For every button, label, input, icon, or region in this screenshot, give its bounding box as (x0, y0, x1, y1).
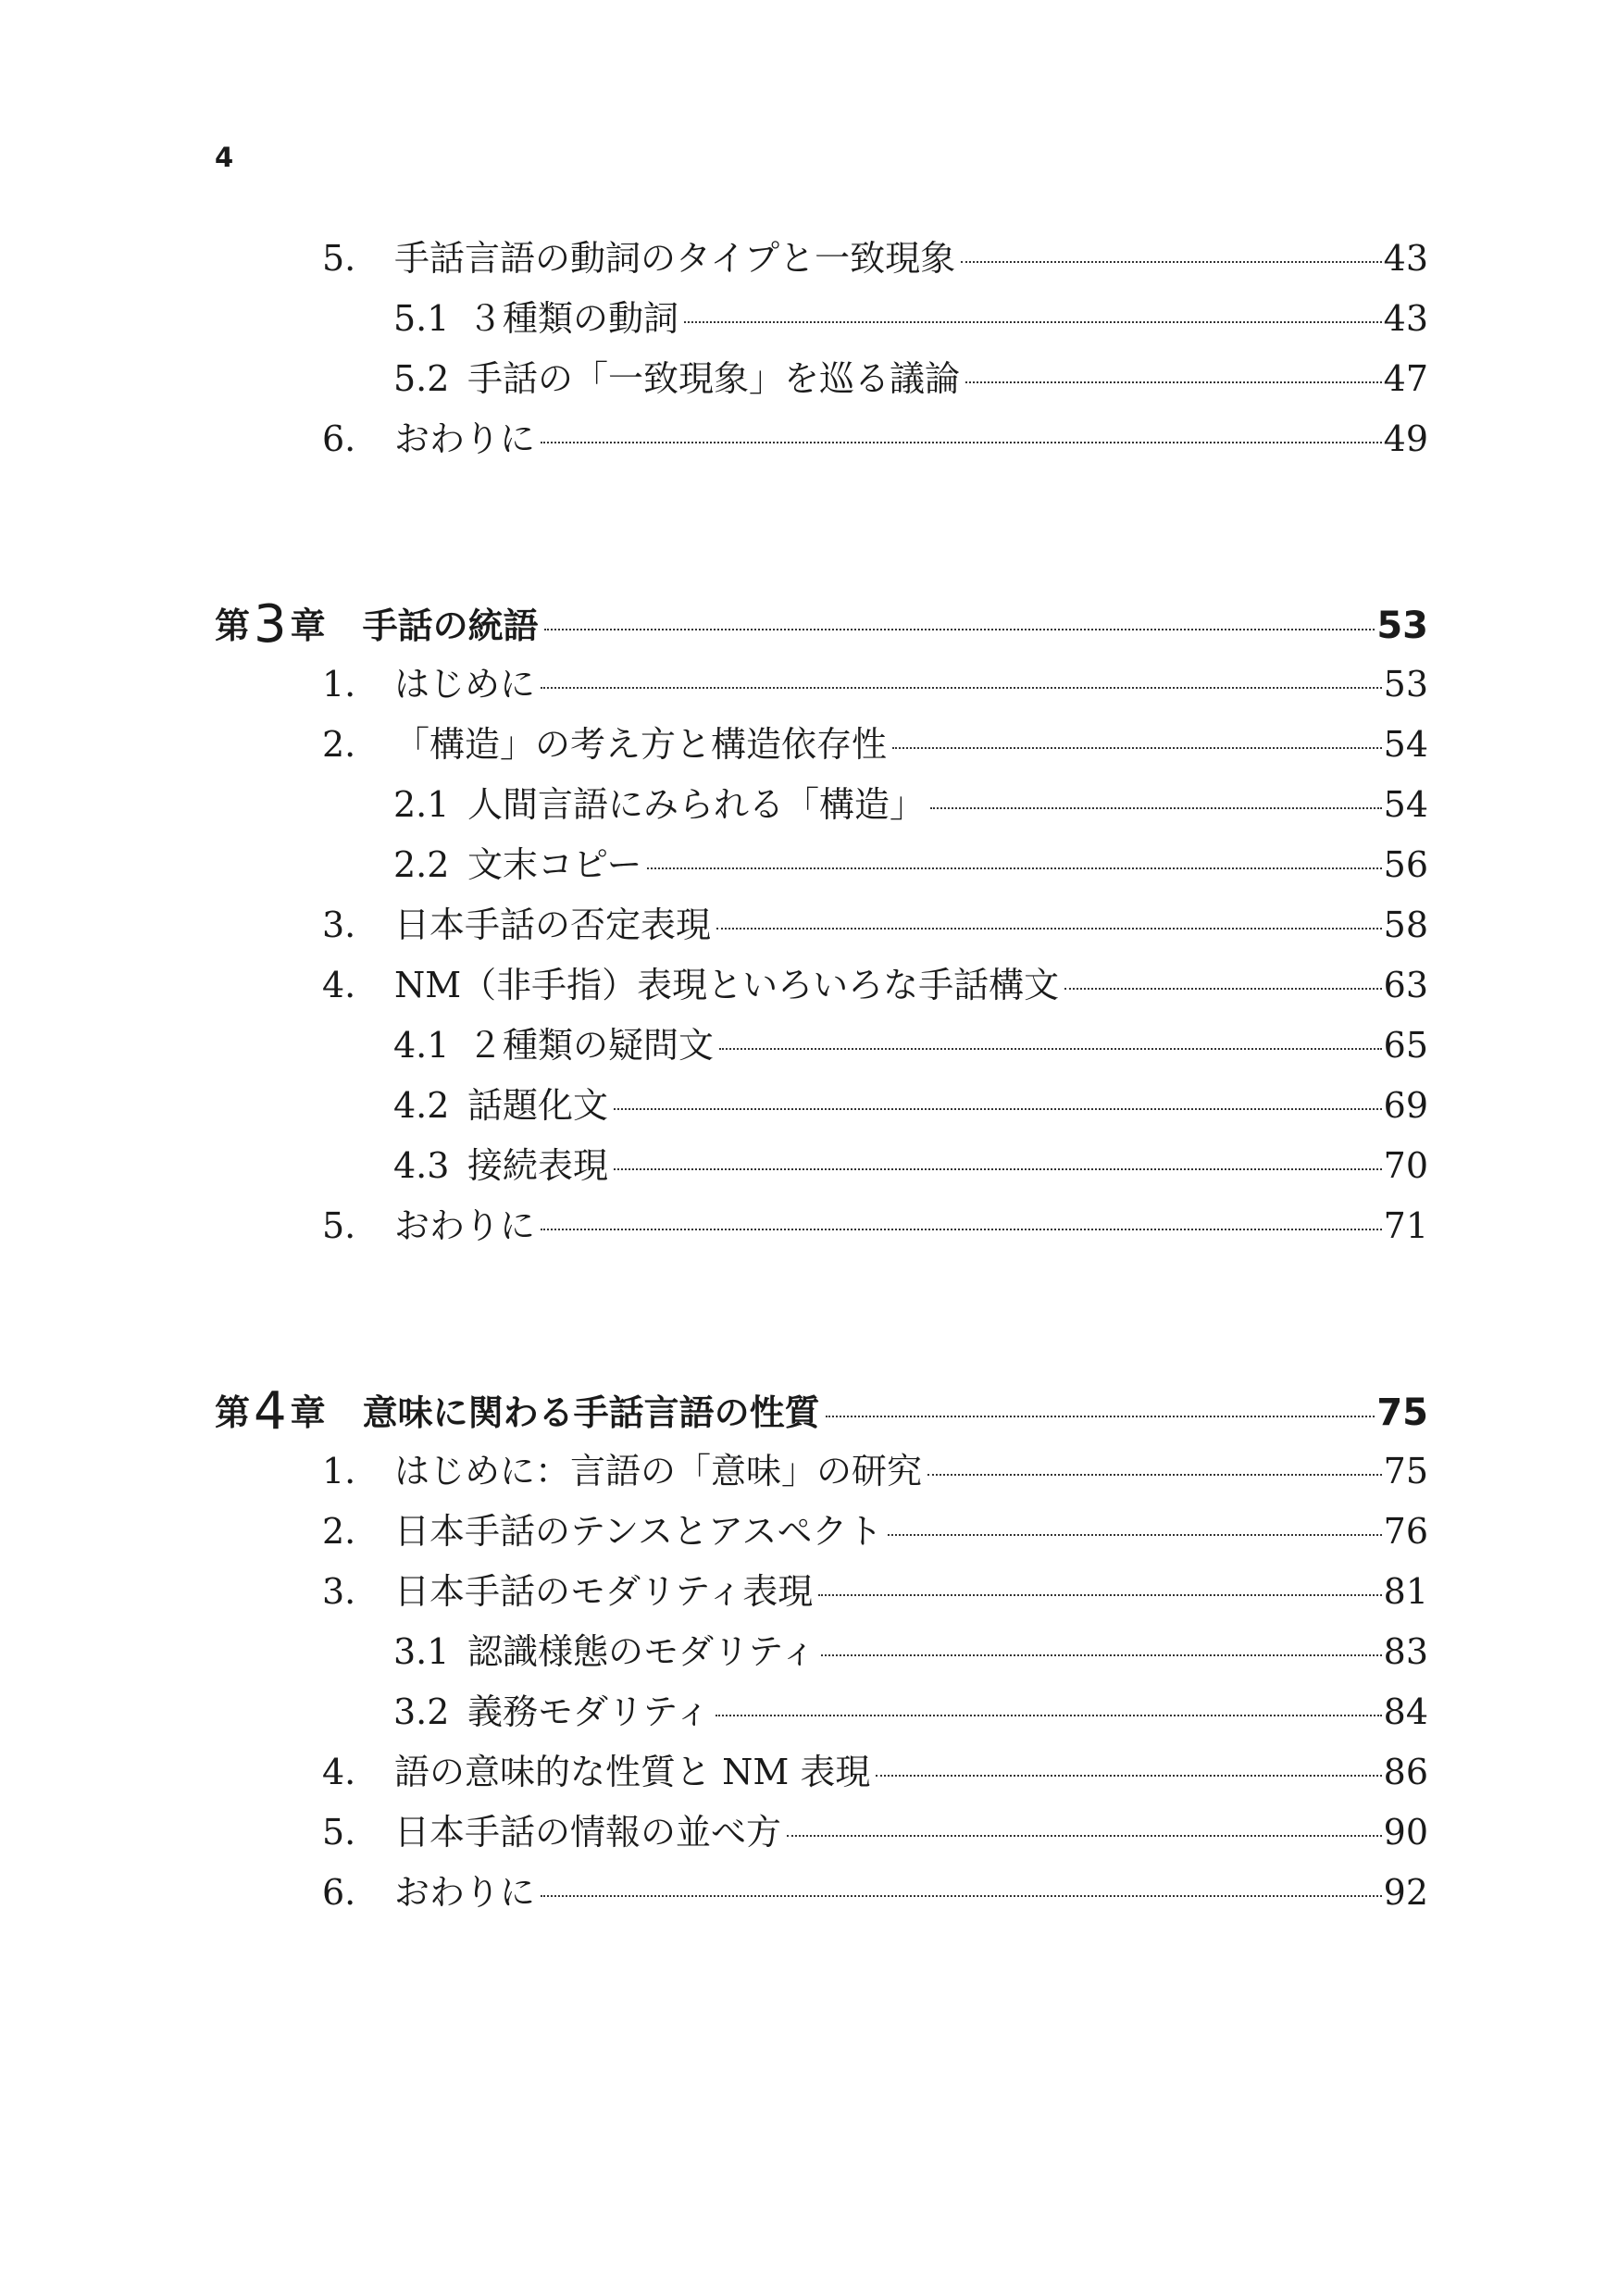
entry-number: 6. (322, 418, 356, 459)
entry-number: 4.2 (393, 1085, 450, 1126)
entry-number: 4.3 (393, 1145, 450, 1186)
entry-title: おわりに (394, 1205, 536, 1246)
dot-leader (716, 928, 1382, 930)
entry-page: 63 (1383, 965, 1428, 1005)
entry-number: 2. (322, 1511, 356, 1552)
dot-leader (818, 1594, 1381, 1596)
chapter-number: 3 (254, 594, 287, 655)
toc-entry[interactable] (322, 1563, 1428, 1614)
entry-page: 49 (1383, 418, 1428, 459)
dot-leader (541, 1229, 1382, 1230)
toc-entry[interactable] (322, 1803, 1428, 1854)
toc-entry[interactable] (393, 776, 1428, 827)
entry-number: 3. (322, 905, 356, 945)
entry-page: 76 (1383, 1511, 1428, 1552)
dot-leader (888, 1534, 1381, 1536)
entry-page: 83 (1383, 1631, 1428, 1672)
entry-title: 義務モダリティ (467, 1691, 711, 1732)
entry-page: 47 (1383, 358, 1428, 399)
entry-number: 5.1 (393, 298, 450, 339)
dot-leader (821, 1654, 1381, 1656)
entry-number: 2.2 (393, 844, 450, 885)
dot-leader (961, 261, 1382, 263)
entry-number: 5. (322, 238, 356, 279)
entry-title: 人間言語にみられる「構造」 (467, 784, 926, 825)
entry-page: 43 (1383, 238, 1428, 279)
entry-title: ３種類の動詞 (467, 298, 679, 339)
dot-leader (614, 1108, 1382, 1110)
toc-entry[interactable] (393, 290, 1428, 341)
entry-page: 84 (1383, 1691, 1428, 1732)
entry-title: 話題化文 (467, 1085, 609, 1126)
toc-entry[interactable] (322, 956, 1428, 1007)
chapter-title: 手話の統語 (362, 605, 539, 646)
entry-page: 56 (1383, 844, 1428, 885)
dot-leader (965, 381, 1382, 383)
chapter-heading[interactable] (215, 1378, 1428, 1441)
dot-leader (892, 747, 1382, 749)
entry-page: 53 (1383, 664, 1428, 705)
entry-title: 「構造」の考え方と構造依存性 (394, 724, 888, 765)
entry-title: おわりに (394, 1872, 536, 1913)
toc-entry[interactable] (393, 1623, 1428, 1674)
dot-leader (684, 321, 1382, 323)
entry-title: 接続表現 (467, 1145, 609, 1186)
toc-entry[interactable] (322, 1503, 1428, 1554)
toc-entry[interactable] (393, 1137, 1428, 1188)
entry-title: 日本手話のテンスとアスペクト (394, 1511, 883, 1552)
entry-title: ２種類の疑問文 (467, 1025, 715, 1066)
entry-page: 70 (1383, 1145, 1428, 1186)
entry-title: 手話の「一致現象」を巡る議論 (467, 358, 961, 399)
dot-leader (927, 1474, 1382, 1476)
entry-number: 4. (322, 965, 356, 1005)
chapter-heading[interactable] (215, 591, 1428, 655)
dot-leader (614, 1168, 1382, 1170)
dot-leader (647, 867, 1381, 869)
entry-number: 4. (322, 1752, 356, 1792)
dot-leader (719, 1048, 1382, 1050)
chapter-suffix: 章 (290, 1392, 326, 1433)
entry-number: 6. (322, 1872, 356, 1913)
toc-entry[interactable] (393, 1017, 1428, 1067)
entry-number: 3.1 (393, 1631, 450, 1672)
toc-entry[interactable] (393, 1077, 1428, 1128)
dot-leader (876, 1775, 1381, 1777)
chapter-number: 4 (254, 1381, 287, 1441)
toc-entry[interactable] (322, 410, 1428, 461)
entry-number: 3.2 (393, 1691, 450, 1732)
chapter-suffix: 章 (290, 605, 326, 646)
entry-title: 日本手話のモダリティ表現 (394, 1571, 814, 1612)
dot-leader (541, 442, 1382, 443)
toc-entry[interactable] (393, 350, 1428, 401)
entry-page: 54 (1383, 724, 1428, 765)
entry-number: 5.2 (393, 358, 450, 399)
chapter-page: 53 (1376, 605, 1428, 647)
entry-page: 92 (1383, 1872, 1428, 1913)
entry-page: 90 (1383, 1812, 1428, 1853)
dot-leader (541, 687, 1382, 689)
toc-entry[interactable] (393, 836, 1428, 887)
entry-number: 3. (322, 1571, 356, 1612)
chapter-page: 75 (1376, 1391, 1428, 1434)
toc-entry[interactable] (322, 1864, 1428, 1915)
dot-leader (544, 629, 1375, 630)
toc-entry[interactable] (322, 716, 1428, 767)
dot-leader (541, 1895, 1382, 1897)
entry-title: 文末コピー (467, 844, 642, 885)
entry-number: 2. (322, 724, 356, 765)
entry-page: 43 (1383, 298, 1428, 339)
toc-entry[interactable] (322, 896, 1428, 947)
entry-number: 5. (322, 1812, 356, 1853)
dot-leader (787, 1835, 1382, 1837)
toc-entry[interactable] (393, 1683, 1428, 1734)
dot-leader (930, 807, 1382, 809)
entry-number: 4.1 (393, 1025, 450, 1066)
dot-leader (716, 1715, 1381, 1716)
entry-number: 5. (322, 1205, 356, 1246)
toc-entry[interactable] (322, 1442, 1428, 1493)
entry-page: 69 (1383, 1085, 1428, 1126)
entry-title: おわりに (394, 418, 536, 459)
toc-entry[interactable] (322, 1743, 1428, 1794)
toc-entry[interactable] (322, 230, 1428, 281)
entry-page: 81 (1383, 1571, 1428, 1612)
entry-page: 86 (1383, 1752, 1428, 1792)
entry-page: 71 (1383, 1205, 1428, 1246)
dot-leader (826, 1416, 1375, 1417)
entry-title: 語の意味的な性質と NM 表現 (394, 1752, 871, 1792)
entry-page: 58 (1383, 905, 1428, 945)
entry-title: はじめに：言語の「意味」の研究 (394, 1451, 923, 1491)
entry-title: NM（非手指）表現といろいろな手話構文 (394, 965, 1060, 1005)
entry-title: 手話言語の動詞のタイプと一致現象 (394, 238, 956, 279)
entry-page: 75 (1383, 1451, 1428, 1491)
chapter-title: 意味に関わる手話言語の性質 (362, 1392, 820, 1433)
chapter-prefix: 第 (215, 605, 251, 646)
entry-title: 日本手話の否定表現 (394, 905, 712, 945)
entry-page: 54 (1383, 784, 1428, 825)
entry-number: 1. (322, 1451, 356, 1491)
entry-number: 1. (322, 664, 356, 705)
chapter-prefix: 第 (215, 1392, 251, 1433)
entry-number: 2.1 (393, 784, 450, 825)
dot-leader (1064, 988, 1381, 990)
entry-page: 65 (1383, 1025, 1428, 1066)
page-number: 4 (215, 142, 234, 173)
toc-entry[interactable] (322, 655, 1428, 706)
entry-title: 認識様態のモダリティ (467, 1631, 816, 1672)
entry-title: はじめに (394, 664, 536, 705)
toc-entry[interactable] (322, 1197, 1428, 1248)
entry-title: 日本手話の情報の並べ方 (394, 1812, 782, 1853)
